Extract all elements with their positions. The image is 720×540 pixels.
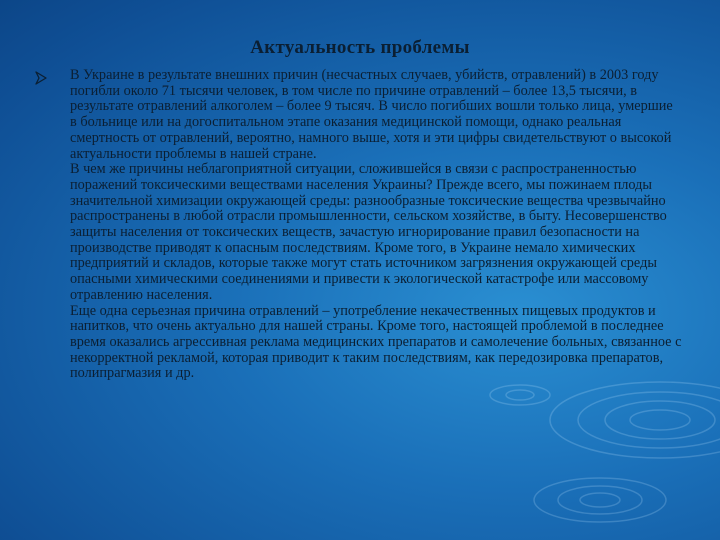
paragraph-causes: В чем же причины неблагоприятной ситуации, сложившейся в связи с распространенностью поражений токсическими веществами населения Украины? Прежде всего, мы пожинаем плоды значительной химизации окружающей среды: разнообразные токсические вещества чрезвычайно распространены в любой отрасли промышленности, сельском хозяйстве, в быту. Несовершенство защиты населения от токсических веществ, зачастую игнорирование правил безопасности на производстве приводят к опасным последствиям. Кроме того, в Украине немало химических предприятий и складов, которые также могут стать источником загрязнения окружающей среды опасными химическими соединениями и привести к экологической катастрофе или массовому отравлению населения. [70, 161, 667, 303]
paragraph-food-and-advertising: Еще одна серьезная причина отравлений – употребление некачественных пищевых продуктов и напитков, что очень актуально для нашей страны. Кроме того, настоящей проблемой в последнее время оказались агрессивная реклама медицинских препаратов и самолечение больных, связанное с некорректной рекламой, которая приводит к таким последствиям, как передозировка препаратов, полипрагмазия и др. [70, 302, 682, 382]
paragraph-statistics: В Украине в результате внешних причин (несчастных случаев, убийств, отравлений) в 2003 году погибли около 71 тысячи человек, в том числе по причине отравлений – более 13,5 тысячи, в результате отравлений алкоголем – более 9 тысяч. В число погибших вошли только лица, умершие в больнице или на догоспитальном этапе оказания медицинской помощи, однако реальная смертность от отравлений, вероятно, намного выше, хотя и эти цифры свидетельствуют о высокой актуальности проблемы в нашей стране. [70, 67, 673, 162]
arrowhead-bullet-icon [35, 71, 47, 85]
slide-title: Актуальность проблемы [250, 37, 470, 58]
slide-body-text [70, 68, 682, 382]
